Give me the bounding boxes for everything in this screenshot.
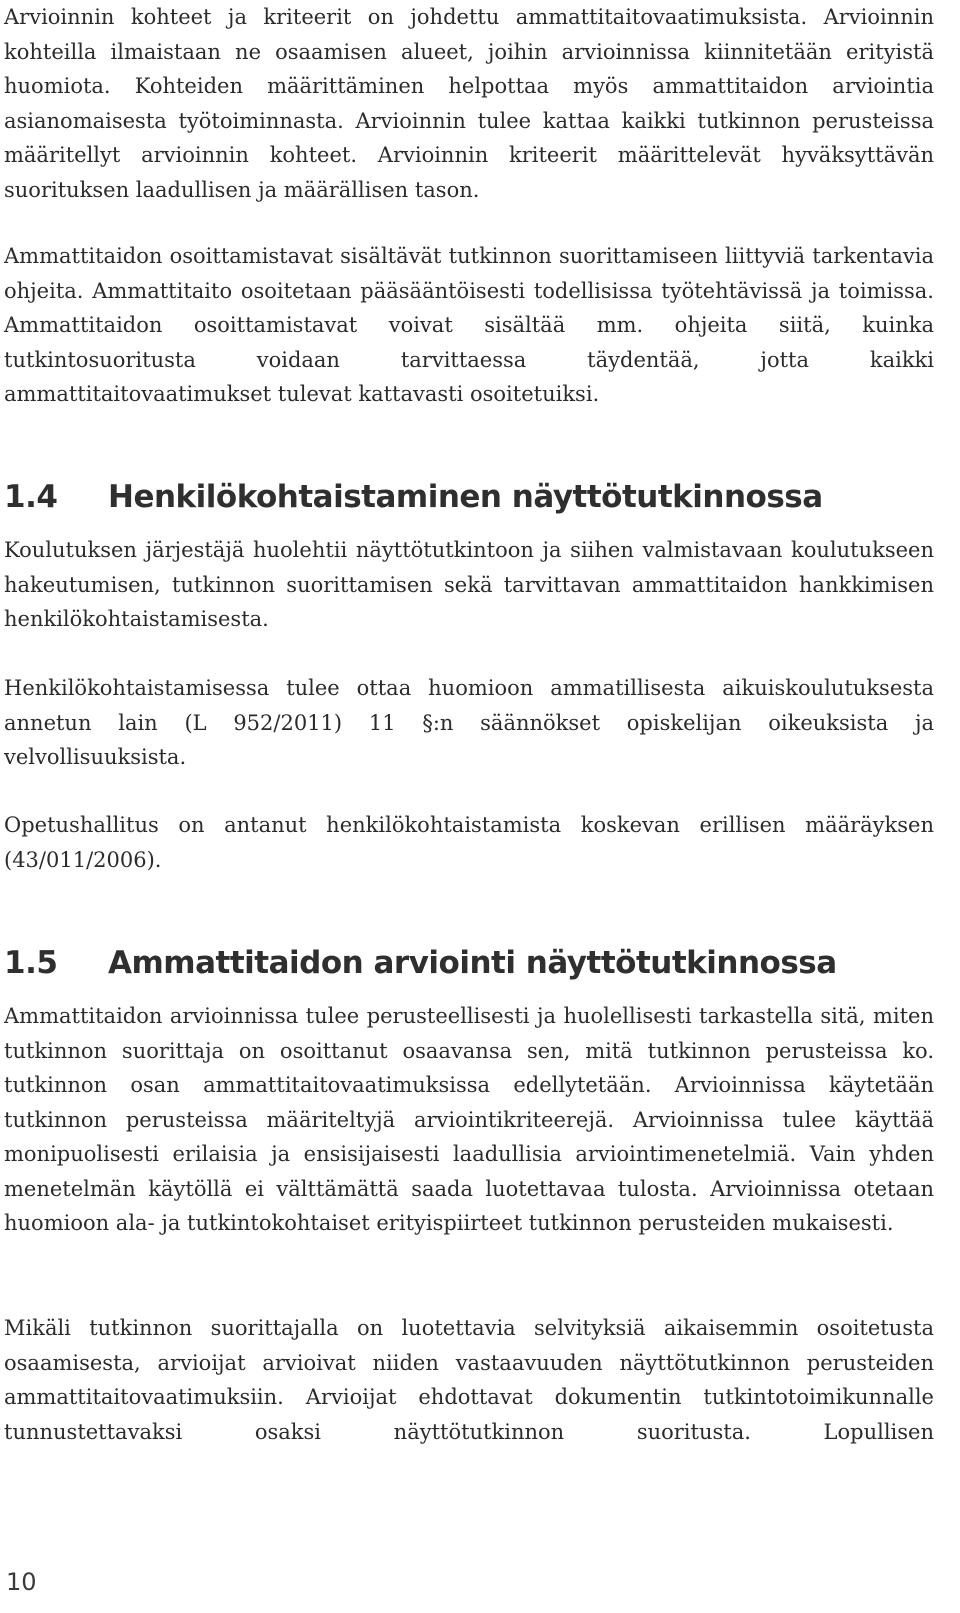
section-number: 1.4 (4, 479, 58, 515)
paragraph-personalisation-provider: Koulutuksen järjestäjä huolehtii näyttötutkintoon ja siihen valmistavaan koulutukseen hakeutumisen, tutkinnon suorittamisen sekä tarvittavan ammattitaidon hankkimisen henkilökohtaistamisesta. (4, 538, 934, 631)
paragraph-personalisation-law: Henkilökohtaistamisessa tulee ottaa huomioon ammatillisesta aikuiskoulutuksesta annetun lain (L 952/2011) 11 §:n säännökset opiskelijan oikeuksista ja velvollisuuksista. (4, 676, 934, 769)
section-title: Ammattitaidon arviointi näyttötutkinnossa (108, 945, 837, 981)
page-number: 10 (6, 1568, 37, 1596)
paragraph-assessment-thoroughness: Ammattitaidon arvioinnissa tulee perusteellisesti ja huolellisesti tarkastella sitä, miten tutkinnon suorittaja on osoittanut osaavansa sen, mitä tutkinnon perusteissa ko. tutkinnon osan ammattitaitovaatimuksissa edellytetään. Arvioinnissa käytetään tutkinnon perusteissa määriteltyjä arviointikriteerejä. Arvioinnissa tulee käyttää monipuolisesti erilaisia ja ensisijaisesti laadullisia arviointimenetelmiä. Vain yhden menetelmän käytöllä ei välttämättä saada luotettavaa tulosta. Arvioinnissa otetaan huomioon ala- ja tutkintokohtaiset erityispiirteet tutkinnon perusteiden mukaisesti. (4, 1004, 934, 1235)
section-heading-1-5 (4, 943, 934, 983)
paragraph-prior-competence: Mikäli tutkinnon suorittajalla on luotettavia selvityksiä aikaisemmin osoitetusta osaamisesta, arvioijat arvioivat niiden vastaavuuden näyttötutkinnon perusteiden ammattitaitovaatimuksiin. Arvioijat ehdottavat dokumentin tutkintotoimikunnalle tunnustettavaksi osaksi näyttötutkinnon suoritusta. Lopullisen (4, 1316, 934, 1444)
paragraph-personalisation-regulation: Opetushallitus on antanut henkilökohtaistamista koskevan erillisen määräyksen (43/011/2006). (4, 813, 934, 872)
section-number: 1.5 (4, 945, 58, 981)
section-heading-1-4 (4, 477, 934, 517)
section-title: Henkilökohtaistaminen näyttötutkinnossa (108, 479, 823, 515)
paragraph-assessment-criteria: Arvioinnin kohteet ja kriteerit on johdettu ammattitaitovaatimuksista. Arvioinnin kohteilla ilmaistaan ne osaamisen alueet, joihin arvioinnissa kiinnitetään erityistä huomiota. Kohteiden määrittäminen helpottaa myös ammattitaidon arviointia asianomaisesta työtoiminnasta. Arvioinnin tulee kattaa kaikki tutkinnon perusteissa määritellyt arvioinnin kohteet. Arvioinnin kriteerit määrittelevät hyväksyttävän suorituksen laadullisen ja määrällisen tason. (4, 5, 934, 202)
paragraph-demonstration-methods: Ammattitaidon osoittamistavat sisältävät tutkinnon suorittamiseen liittyviä tarkentavia ohjeita. Ammattitaito osoitetaan pääsääntöisesti todellisissa työtehtävissä ja toimissa. Ammattitaidon osoittamistavat voivat sisältää mm. ohjeita siitä, kuinka tutkintosuoritusta voidaan tarvittaessa täydentää, jotta kaikki ammattitaitovaatimukset tulevat kattavasti osoitetuiksi. (4, 244, 934, 406)
